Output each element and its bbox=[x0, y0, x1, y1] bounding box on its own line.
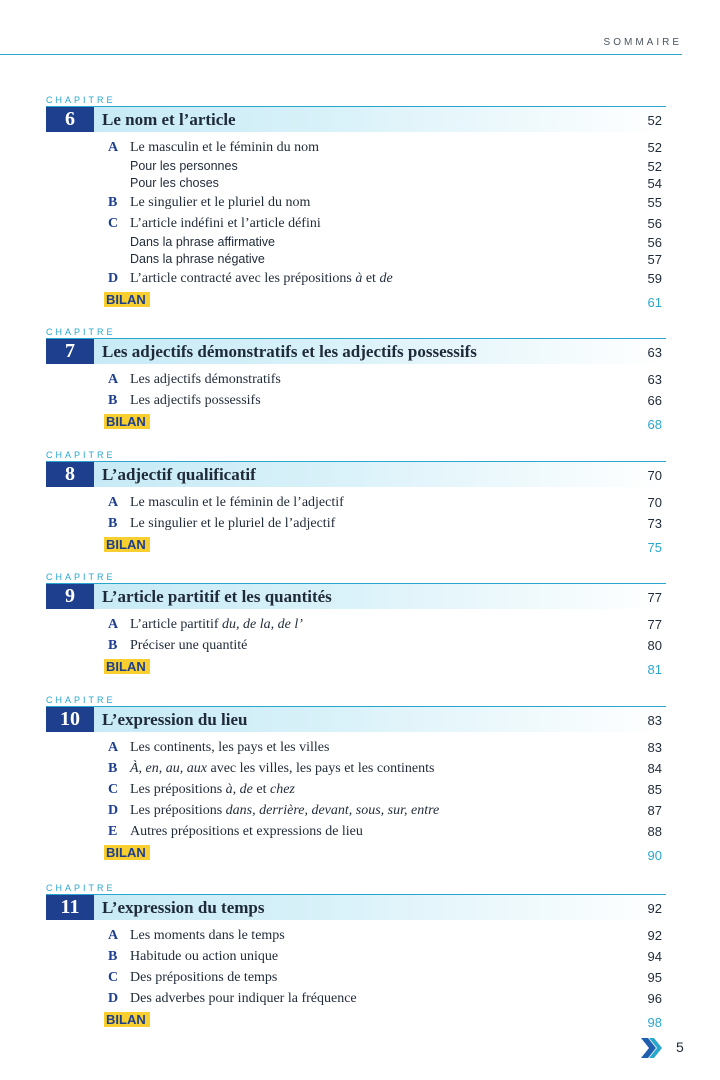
entry[interactable] bbox=[46, 614, 666, 635]
entry-text-part: Les prépositions bbox=[130, 803, 226, 818]
entry[interactable] bbox=[46, 635, 666, 656]
bilan-row[interactable] bbox=[46, 1010, 666, 1031]
entry[interactable] bbox=[46, 513, 666, 534]
chapter-section bbox=[46, 450, 666, 556]
chapter-title[interactable]: L’expression du lieu bbox=[102, 710, 248, 729]
entry-letter: A bbox=[108, 140, 119, 155]
entry-text bbox=[130, 390, 261, 411]
bilan-row[interactable] bbox=[46, 412, 666, 433]
entry-letter: D bbox=[108, 803, 119, 818]
bilan-row[interactable] bbox=[46, 290, 666, 311]
entry-letter: A bbox=[108, 928, 119, 943]
entry-page: 80 bbox=[647, 638, 662, 653]
entry[interactable] bbox=[46, 925, 666, 946]
entry-text-part: Habitude ou action unique bbox=[130, 949, 279, 964]
entry-letter: C bbox=[108, 216, 119, 231]
chapter-title[interactable]: Les adjectifs démonstratifs et les adjectifs possessifs bbox=[102, 342, 477, 361]
chapter-number: 6 bbox=[46, 107, 94, 132]
chapter-section bbox=[46, 327, 666, 433]
entry-text-part: Pour les choses bbox=[130, 176, 219, 190]
bilan-page: 61 bbox=[647, 295, 662, 310]
entry-text bbox=[130, 213, 321, 234]
page-number: 5 bbox=[676, 1039, 684, 1055]
entry-page: 88 bbox=[647, 824, 662, 839]
chapter-title-row[interactable] bbox=[46, 461, 666, 487]
entry-page: 96 bbox=[647, 991, 662, 1006]
bilan-badge[interactable]: BILAN bbox=[104, 1012, 150, 1027]
entry-letter: C bbox=[108, 782, 119, 797]
chapter-section bbox=[46, 695, 666, 864]
entry-letter: B bbox=[108, 949, 118, 964]
entry-letter: A bbox=[108, 740, 119, 755]
subentry[interactable] bbox=[46, 234, 666, 251]
chapter-title[interactable]: L’article partitif et les quantités bbox=[102, 587, 332, 606]
entry-text bbox=[130, 925, 285, 946]
bilan-badge[interactable]: BILAN bbox=[104, 659, 150, 674]
chapter-section bbox=[46, 95, 666, 311]
entry-text bbox=[130, 158, 238, 175]
entry-page: 56 bbox=[647, 216, 662, 231]
chapter-title-row[interactable] bbox=[46, 583, 666, 609]
entry[interactable] bbox=[46, 213, 666, 234]
entry-text-part: Les continents, les pays et les villes bbox=[130, 740, 330, 755]
entry-text-part: L’article indéfini et l’article défini bbox=[130, 216, 321, 231]
entry-list bbox=[46, 369, 666, 411]
entry-text-part: Des adverbes pour indiquer la fréquence bbox=[130, 991, 357, 1006]
entry-letter: B bbox=[108, 516, 118, 531]
chapter-title-row[interactable] bbox=[46, 106, 666, 132]
entry-text-part: du, de la, de l’ bbox=[222, 617, 303, 632]
entry-text-part: et bbox=[362, 271, 380, 286]
bilan-page: 81 bbox=[647, 662, 662, 677]
chapter-title-row[interactable] bbox=[46, 706, 666, 732]
entry-text-part: Les moments dans le temps bbox=[130, 928, 285, 943]
entry[interactable] bbox=[46, 192, 666, 213]
entry-text-part: à bbox=[355, 271, 363, 286]
bilan-page: 75 bbox=[647, 540, 662, 555]
entry-text-part: Le singulier et le pluriel de l’adjectif bbox=[130, 516, 336, 531]
chapter-page: 63 bbox=[647, 345, 662, 360]
chapter-number: 8 bbox=[46, 462, 94, 487]
entry-text-part: À, en, au, aux bbox=[130, 761, 207, 776]
entry-text-part: Le singulier et le pluriel du nom bbox=[130, 195, 311, 210]
entry-text-part: avec les villes, les pays et les continents bbox=[206, 761, 435, 776]
entry-text-part: L’article contracté avec les prépositions bbox=[130, 271, 356, 286]
entry[interactable] bbox=[46, 369, 666, 390]
chapter-page: 92 bbox=[647, 901, 662, 916]
entry-list bbox=[46, 492, 666, 534]
entry-text bbox=[130, 251, 265, 268]
entry-text bbox=[130, 369, 281, 390]
chapter-label: CHAPITRE bbox=[46, 95, 116, 105]
chapter-label: CHAPITRE bbox=[46, 327, 116, 337]
entry-page: 87 bbox=[647, 803, 662, 818]
entry-text-part: Le masculin et le féminin du nom bbox=[130, 140, 319, 155]
bilan-page: 98 bbox=[647, 1015, 662, 1030]
chapter-page: 83 bbox=[647, 713, 662, 728]
entry-text-part: Dans la phrase affirmative bbox=[130, 235, 275, 249]
entry-letter: D bbox=[108, 271, 119, 286]
chapter-section bbox=[46, 883, 666, 1031]
entry-text bbox=[130, 492, 344, 513]
entry-text-part: Autres prépositions et expressions de lieu bbox=[130, 824, 363, 839]
bilan-badge[interactable]: BILAN bbox=[104, 537, 150, 552]
running-header: SOMMAIRE bbox=[603, 37, 682, 48]
entry-text-part: de bbox=[379, 271, 393, 286]
chapter-page: 52 bbox=[647, 113, 662, 128]
entry-text bbox=[130, 946, 278, 967]
entry[interactable] bbox=[46, 821, 666, 842]
entry-text-part: Les adjectifs possessifs bbox=[130, 393, 261, 408]
entry-page: 66 bbox=[647, 393, 662, 408]
entry-letter: C bbox=[108, 970, 119, 985]
entry[interactable] bbox=[46, 988, 666, 1009]
entry[interactable] bbox=[46, 946, 666, 967]
bilan-row[interactable] bbox=[46, 535, 666, 556]
entry-letter: B bbox=[108, 638, 118, 653]
bilan-row[interactable] bbox=[46, 657, 666, 678]
entry-text bbox=[130, 175, 219, 192]
entry[interactable] bbox=[46, 800, 666, 821]
entry-page: 95 bbox=[647, 970, 662, 985]
entry[interactable] bbox=[46, 390, 666, 411]
chapter-number: 10 bbox=[46, 707, 94, 732]
chapter-label: CHAPITRE bbox=[46, 695, 116, 705]
entry[interactable] bbox=[46, 779, 666, 800]
entry-letter: A bbox=[108, 617, 119, 632]
entry-list bbox=[46, 737, 666, 842]
chapter-label: CHAPITRE bbox=[46, 450, 116, 460]
entry-page: 63 bbox=[647, 372, 662, 387]
entry-page: 77 bbox=[647, 617, 662, 632]
chapter-title[interactable]: L’adjectif qualificatif bbox=[102, 465, 256, 484]
bilan-badge[interactable]: BILAN bbox=[104, 845, 150, 860]
entry-page: 52 bbox=[647, 140, 662, 155]
entry-text bbox=[130, 234, 275, 251]
entry[interactable] bbox=[46, 758, 666, 779]
subentry[interactable] bbox=[46, 158, 666, 175]
bilan-row[interactable] bbox=[46, 843, 666, 864]
chapter-page: 77 bbox=[647, 590, 662, 605]
entry-text-part: Pour les personnes bbox=[130, 159, 238, 173]
entry-text-part: Les prépositions bbox=[130, 782, 226, 797]
chapter-title-row[interactable] bbox=[46, 894, 666, 920]
entry-text-part: Des prépositions de temps bbox=[130, 970, 278, 985]
entry-page: 56 bbox=[647, 235, 662, 250]
chapter-label: CHAPITRE bbox=[46, 883, 116, 893]
entry-text bbox=[130, 758, 434, 779]
bilan-page: 68 bbox=[647, 417, 662, 432]
entry[interactable] bbox=[46, 137, 666, 158]
entry[interactable] bbox=[46, 737, 666, 758]
entry-text-part: Les adjectifs démonstratifs bbox=[130, 372, 281, 387]
entry-text bbox=[130, 192, 310, 213]
entry-letter: A bbox=[108, 372, 119, 387]
entry-text bbox=[130, 137, 319, 158]
chapter-title[interactable]: L’expression du temps bbox=[102, 898, 265, 917]
entry-page: 57 bbox=[647, 252, 662, 267]
chapter-number: 7 bbox=[46, 339, 94, 364]
header-rule bbox=[0, 54, 682, 55]
entry-text bbox=[130, 268, 393, 289]
entry-text-part: Dans la phrase négative bbox=[130, 252, 265, 266]
bilan-page: 90 bbox=[647, 848, 662, 863]
entry-page: 73 bbox=[647, 516, 662, 531]
entry-text-part: et bbox=[252, 782, 270, 797]
chapter-number: 9 bbox=[46, 584, 94, 609]
entry-text bbox=[130, 779, 295, 800]
subentry[interactable] bbox=[46, 251, 666, 268]
entry-text-part: Préciser une quantité bbox=[130, 638, 248, 653]
entry-page: 54 bbox=[647, 176, 662, 191]
entry-letter: B bbox=[108, 195, 118, 210]
entry[interactable] bbox=[46, 268, 666, 289]
entry-letter: B bbox=[108, 761, 118, 776]
entry-text bbox=[130, 737, 329, 758]
entry-text bbox=[130, 800, 439, 821]
entry-list bbox=[46, 137, 666, 289]
entry-page: 59 bbox=[647, 271, 662, 286]
entry[interactable] bbox=[46, 967, 666, 988]
entry-text-part: Le masculin et le féminin de l’adjectif bbox=[130, 495, 344, 510]
double-chevron-right-icon bbox=[640, 1036, 664, 1060]
entry-letter: E bbox=[108, 824, 118, 839]
entry-text bbox=[130, 967, 277, 988]
entry-page: 84 bbox=[647, 761, 662, 776]
entry-text bbox=[130, 513, 335, 534]
chapter-page: 70 bbox=[647, 468, 662, 483]
entry-page: 94 bbox=[647, 949, 662, 964]
chapter-section bbox=[46, 572, 666, 678]
entry-text-part: dans, derrière, devant, sous, sur, entre bbox=[225, 803, 440, 818]
entry-page: 85 bbox=[647, 782, 662, 797]
entry-letter: B bbox=[108, 393, 118, 408]
chapter-label: CHAPITRE bbox=[46, 572, 116, 582]
entry-page: 92 bbox=[647, 928, 662, 943]
entry-letter: A bbox=[108, 495, 119, 510]
entry[interactable] bbox=[46, 492, 666, 513]
entry-text-part: à, de bbox=[225, 782, 253, 797]
entry-list bbox=[46, 925, 666, 1009]
entry-text bbox=[130, 988, 357, 1009]
entry-letter: D bbox=[108, 991, 119, 1006]
subentry[interactable] bbox=[46, 175, 666, 192]
chapter-title-row[interactable] bbox=[46, 338, 666, 364]
entry-list bbox=[46, 614, 666, 656]
bilan-badge[interactable]: BILAN bbox=[104, 292, 150, 307]
entry-page: 52 bbox=[647, 159, 662, 174]
entry-text-part: chez bbox=[269, 782, 295, 797]
entry-text bbox=[130, 635, 247, 656]
entry-text bbox=[130, 614, 303, 635]
bilan-badge[interactable]: BILAN bbox=[104, 414, 150, 429]
chapter-title[interactable]: Le nom et l’article bbox=[102, 110, 236, 129]
entry-page: 83 bbox=[647, 740, 662, 755]
entry-page: 55 bbox=[647, 195, 662, 210]
entry-text bbox=[130, 821, 363, 842]
entry-page: 70 bbox=[647, 495, 662, 510]
entry-text-part: L’article partitif bbox=[130, 617, 222, 632]
chapter-number: 11 bbox=[46, 895, 94, 920]
